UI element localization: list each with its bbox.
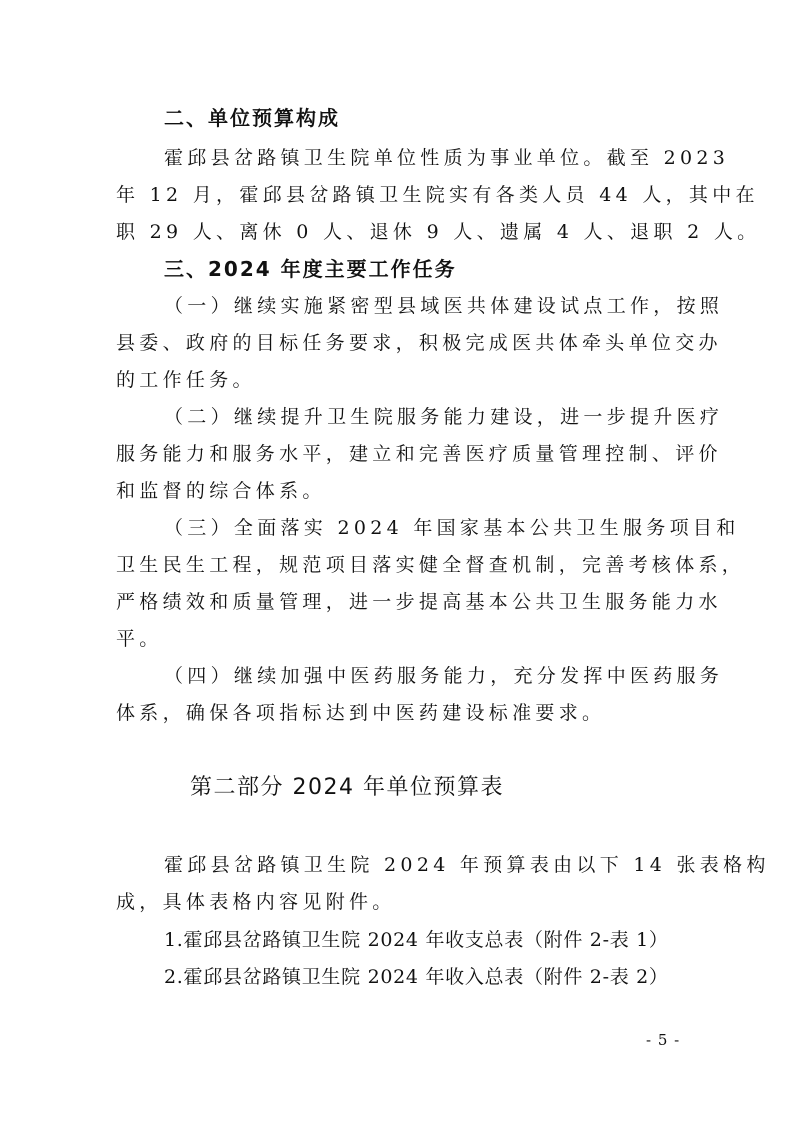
table-list-item: 1.霍邱县岔路镇卫生院 2024 年收支总表（附件 2-表 1） bbox=[164, 929, 669, 951]
task-item-3-line: 卫生民生工程，规范项目落实健全督查机制，完善考核体系， bbox=[116, 554, 746, 576]
task-item-2-line: （二）继续提升卫生院服务能力建设，进一步提升医疗 bbox=[164, 406, 724, 428]
section-heading-main-tasks: 三、2024 年度主要工作任务 bbox=[164, 257, 457, 281]
task-item-2-line: 服务能力和服务水平，建立和完善医疗质量管理控制、评价 bbox=[116, 443, 722, 465]
paragraph-line: 霍邱县岔路镇卫生院单位性质为事业单位。截至 2023 bbox=[164, 147, 730, 169]
part-two-intro-line: 成，具体表格内容见附件。 bbox=[116, 891, 396, 913]
task-item-4-line: （四）继续加强中医药服务能力，充分发挥中医药服务 bbox=[164, 665, 724, 687]
task-item-3-line: （三）全面落实 2024 年国家基本公共卫生服务项目和 bbox=[164, 517, 740, 539]
task-item-3-line: 平。 bbox=[116, 628, 163, 650]
task-item-4-line: 体系，确保各项指标达到中医药建设标准要求。 bbox=[116, 702, 606, 724]
section-heading-budget-composition: 二、单位预算构成 bbox=[164, 106, 340, 130]
task-item-2-line: 和监督的综合体系。 bbox=[116, 480, 326, 502]
task-item-1-line: 的工作任务。 bbox=[116, 369, 256, 391]
task-item-1-line: 县委、政府的目标任务要求，积极完成医共体牵头单位交办 bbox=[116, 332, 722, 354]
paragraph-line: 年 12 月，霍邱县岔路镇卫生院实有各类人员 44 人，其中在 bbox=[116, 184, 759, 206]
paragraph-line: 职 29 人、离休 0 人、退休 9 人、遗属 4 人、退职 2 人。 bbox=[116, 221, 761, 243]
task-item-3-line: 严格绩效和质量管理，进一步提高基本公共卫生服务能力水 bbox=[116, 591, 722, 613]
part-two-intro-line: 霍邱县岔路镇卫生院 2024 年预算表由以下 14 张表格构 bbox=[164, 854, 770, 876]
task-item-1-line: （一）继续实施紧密型县域医共体建设试点工作，按照 bbox=[164, 295, 724, 317]
page-number: - 5 - bbox=[646, 1031, 681, 1049]
table-list-item: 2.霍邱县岔路镇卫生院 2024 年收入总表（附件 2-表 2） bbox=[164, 966, 669, 988]
part-two-title: 第二部分 2024 年单位预算表 bbox=[190, 775, 504, 800]
